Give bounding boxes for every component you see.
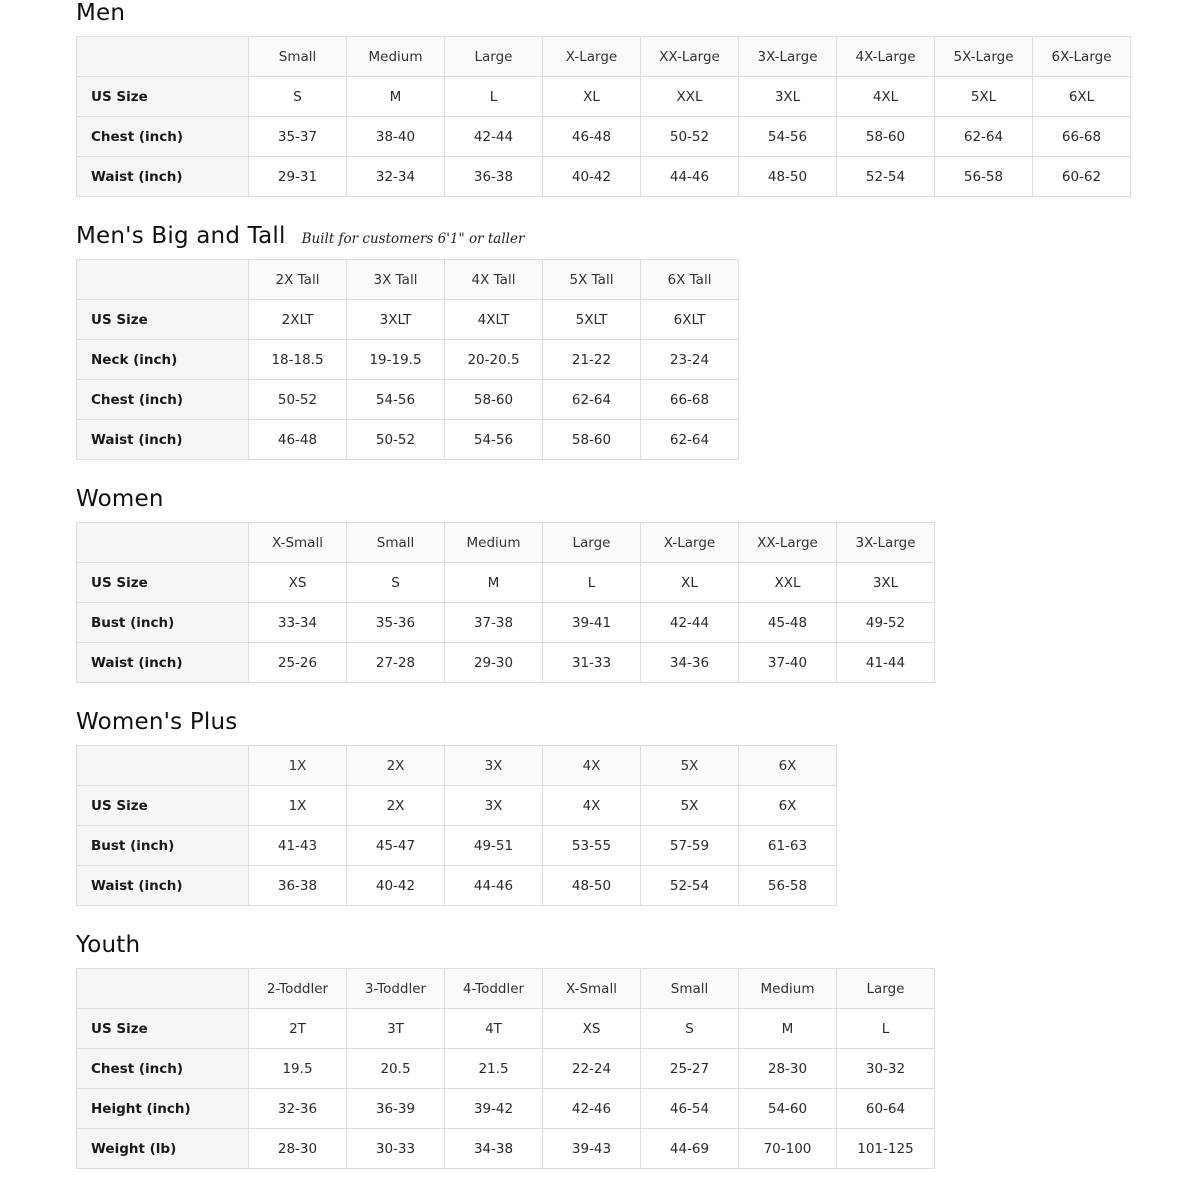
table-cell: L (837, 1009, 935, 1049)
column-header: 1X (249, 746, 347, 786)
table-cell: 4X (543, 786, 641, 826)
table-cell: 66-68 (1033, 117, 1131, 157)
table-cell: 30-32 (837, 1049, 935, 1089)
table-cell: 61-63 (739, 826, 837, 866)
section-header (0, 709, 1200, 735)
table-cell: 50-52 (641, 117, 739, 157)
table-cell: XS (249, 563, 347, 603)
table-cell: 54-56 (739, 117, 837, 157)
column-header: X-Large (543, 37, 641, 77)
table-row (77, 1049, 935, 1089)
table-cell: 66-68 (641, 380, 739, 420)
table-cell: XS (543, 1009, 641, 1049)
table-cell: S (347, 563, 445, 603)
column-header: X-Large (641, 523, 739, 563)
table-row (77, 157, 1131, 197)
table-cell: 18-18.5 (249, 340, 347, 380)
table-cell: 42-44 (445, 117, 543, 157)
row-header: Bust (inch) (77, 826, 249, 866)
table-cell: 28-30 (249, 1129, 347, 1169)
table-cell: 44-46 (641, 157, 739, 197)
row-header: Weight (lb) (77, 1129, 249, 1169)
size-table-men (76, 36, 1131, 197)
table-cell: 3T (347, 1009, 445, 1049)
column-header: 2X Tall (249, 260, 347, 300)
column-header: 3X Tall (347, 260, 445, 300)
table-cell: 41-43 (249, 826, 347, 866)
table-cell: 32-36 (249, 1089, 347, 1129)
table-cell: 54-60 (739, 1089, 837, 1129)
table-corner-cell (77, 746, 249, 786)
page-title: Women (76, 486, 164, 512)
table-cell: 2X (347, 786, 445, 826)
table-row (77, 380, 739, 420)
table-cell: 28-30 (739, 1049, 837, 1089)
column-header: 6X (739, 746, 837, 786)
table-cell: 46-54 (641, 1089, 739, 1129)
table-cell: 52-54 (837, 157, 935, 197)
table-cell: 36-38 (445, 157, 543, 197)
table-cell: 33-34 (249, 603, 347, 643)
table-cell: 60-64 (837, 1089, 935, 1129)
table-cell: 35-37 (249, 117, 347, 157)
section-header (0, 223, 1200, 249)
table-cell: M (739, 1009, 837, 1049)
table-cell: 29-31 (249, 157, 347, 197)
table-cell: 34-36 (641, 643, 739, 683)
table-cell: 54-56 (347, 380, 445, 420)
row-header: Waist (inch) (77, 866, 249, 906)
table-cell: 21-22 (543, 340, 641, 380)
table-cell: 27-28 (347, 643, 445, 683)
table-cell: 3XLT (347, 300, 445, 340)
row-header: Neck (inch) (77, 340, 249, 380)
table-cell: XL (641, 563, 739, 603)
table-cell: 58-60 (445, 380, 543, 420)
table-cell: 53-55 (543, 826, 641, 866)
table-row (77, 643, 935, 683)
table-cell: 39-41 (543, 603, 641, 643)
table-cell: 3X (445, 786, 543, 826)
table-cell: 2XLT (249, 300, 347, 340)
column-header: Medium (739, 969, 837, 1009)
table-cell: 2T (249, 1009, 347, 1049)
size-section-womens-plus (0, 709, 1200, 906)
table-row (77, 866, 837, 906)
column-header: 3-Toddler (347, 969, 445, 1009)
table-corner-cell (77, 37, 249, 77)
table-header-row (77, 37, 1131, 77)
table-cell: 37-40 (739, 643, 837, 683)
table-cell: 49-52 (837, 603, 935, 643)
column-header: Large (837, 969, 935, 1009)
table-cell: 31-33 (543, 643, 641, 683)
table-cell: 50-52 (249, 380, 347, 420)
table-cell: L (543, 563, 641, 603)
table-cell: 62-64 (641, 420, 739, 460)
table-cell: L (445, 77, 543, 117)
row-header: US Size (77, 563, 249, 603)
row-header: Waist (inch) (77, 420, 249, 460)
column-header: 3X-Large (739, 37, 837, 77)
table-cell: 101-125 (837, 1129, 935, 1169)
column-header: XX-Large (641, 37, 739, 77)
table-cell: XXL (641, 77, 739, 117)
table-cell: 22-24 (543, 1049, 641, 1089)
size-table-mens-big-and-tall (76, 259, 739, 460)
table-cell: 6XL (1033, 77, 1131, 117)
table-cell: 23-24 (641, 340, 739, 380)
row-header: US Size (77, 77, 249, 117)
table-cell: 5XL (935, 77, 1033, 117)
column-header: 3X-Large (837, 523, 935, 563)
table-cell: 4XLT (445, 300, 543, 340)
table-cell: 39-43 (543, 1129, 641, 1169)
table-cell: 48-50 (543, 866, 641, 906)
table-cell: 34-38 (445, 1129, 543, 1169)
table-cell: XL (543, 77, 641, 117)
table-row (77, 420, 739, 460)
table-cell: S (249, 77, 347, 117)
table-cell: 29-30 (445, 643, 543, 683)
table-cell: 25-26 (249, 643, 347, 683)
table-cell: 19.5 (249, 1049, 347, 1089)
table-row (77, 1089, 935, 1129)
table-cell: 44-69 (641, 1129, 739, 1169)
page-title: Women's Plus (76, 709, 238, 735)
table-cell: 32-34 (347, 157, 445, 197)
row-header: Chest (inch) (77, 380, 249, 420)
row-header: US Size (77, 300, 249, 340)
column-header: Large (445, 37, 543, 77)
table-cell: 56-58 (935, 157, 1033, 197)
table-cell: 56-58 (739, 866, 837, 906)
table-row (77, 786, 837, 826)
table-cell: 21.5 (445, 1049, 543, 1089)
table-corner-cell (77, 523, 249, 563)
column-header: Medium (445, 523, 543, 563)
table-cell: 42-46 (543, 1089, 641, 1129)
size-section-women (0, 486, 1200, 683)
row-header: US Size (77, 1009, 249, 1049)
column-header: Small (347, 523, 445, 563)
table-cell: 50-52 (347, 420, 445, 460)
table-cell: 62-64 (543, 380, 641, 420)
row-header: Chest (inch) (77, 117, 249, 157)
table-cell: 5X (641, 786, 739, 826)
table-cell: 20.5 (347, 1049, 445, 1089)
table-row (77, 77, 1131, 117)
table-cell: 57-59 (641, 826, 739, 866)
column-header: 4X Tall (445, 260, 543, 300)
column-header: Small (641, 969, 739, 1009)
table-cell: S (641, 1009, 739, 1049)
table-cell: 3XL (739, 77, 837, 117)
column-header: 5X Tall (543, 260, 641, 300)
table-cell: 6X (739, 786, 837, 826)
column-header: 6X-Large (1033, 37, 1131, 77)
table-row (77, 563, 935, 603)
table-cell: 4XL (837, 77, 935, 117)
column-header: X-Small (543, 969, 641, 1009)
table-cell: 44-46 (445, 866, 543, 906)
table-cell: M (445, 563, 543, 603)
column-header: 4X-Large (837, 37, 935, 77)
column-header: 6X Tall (641, 260, 739, 300)
size-section-youth (0, 932, 1200, 1169)
table-cell: 38-40 (347, 117, 445, 157)
column-header: 4-Toddler (445, 969, 543, 1009)
column-header: Large (543, 523, 641, 563)
table-cell: 40-42 (347, 866, 445, 906)
table-cell: 40-42 (543, 157, 641, 197)
table-row (77, 826, 837, 866)
table-cell: 30-33 (347, 1129, 445, 1169)
table-cell: 25-27 (641, 1049, 739, 1089)
table-header-row (77, 969, 935, 1009)
size-table-womens-plus (76, 745, 837, 906)
table-row (77, 603, 935, 643)
table-row (77, 117, 1131, 157)
table-cell: 5XLT (543, 300, 641, 340)
table-cell: 52-54 (641, 866, 739, 906)
size-table-youth (76, 968, 935, 1169)
table-header-row (77, 746, 837, 786)
table-cell: 62-64 (935, 117, 1033, 157)
column-header: 4X (543, 746, 641, 786)
table-cell: 4T (445, 1009, 543, 1049)
page-title: Men's Big and Tall (76, 223, 286, 249)
table-row (77, 1129, 935, 1169)
table-cell: 48-50 (739, 157, 837, 197)
table-row (77, 1009, 935, 1049)
column-header: XX-Large (739, 523, 837, 563)
column-header: 5X-Large (935, 37, 1033, 77)
page-title: Men (76, 0, 126, 26)
size-table-women (76, 522, 935, 683)
section-header (0, 486, 1200, 512)
page-title: Youth (76, 932, 141, 958)
column-header: Medium (347, 37, 445, 77)
table-cell: 45-48 (739, 603, 837, 643)
column-header: X-Small (249, 523, 347, 563)
column-header: 2-Toddler (249, 969, 347, 1009)
row-header: Height (inch) (77, 1089, 249, 1129)
table-cell: 60-62 (1033, 157, 1131, 197)
row-header: Waist (inch) (77, 643, 249, 683)
table-header-row (77, 260, 739, 300)
table-row (77, 300, 739, 340)
row-header: Waist (inch) (77, 157, 249, 197)
column-header: 3X (445, 746, 543, 786)
size-section-mens-big-and-tall (0, 223, 1200, 460)
table-cell: 46-48 (249, 420, 347, 460)
row-header: US Size (77, 786, 249, 826)
table-corner-cell (77, 969, 249, 1009)
table-cell: 36-39 (347, 1089, 445, 1129)
section-note: Built for customers 6'1" or taller (301, 231, 525, 247)
column-header: 5X (641, 746, 739, 786)
table-cell: XXL (739, 563, 837, 603)
table-cell: 58-60 (837, 117, 935, 157)
table-cell: 58-60 (543, 420, 641, 460)
table-cell: 3XL (837, 563, 935, 603)
table-cell: 6XLT (641, 300, 739, 340)
table-cell: 49-51 (445, 826, 543, 866)
table-cell: 45-47 (347, 826, 445, 866)
row-header: Bust (inch) (77, 603, 249, 643)
table-cell: 1X (249, 786, 347, 826)
table-cell: 70-100 (739, 1129, 837, 1169)
table-cell: 36-38 (249, 866, 347, 906)
table-corner-cell (77, 260, 249, 300)
table-cell: M (347, 77, 445, 117)
column-header: Small (249, 37, 347, 77)
section-header (0, 932, 1200, 958)
row-header: Chest (inch) (77, 1049, 249, 1089)
table-cell: 20-20.5 (445, 340, 543, 380)
table-cell: 42-44 (641, 603, 739, 643)
table-cell: 41-44 (837, 643, 935, 683)
column-header: 2X (347, 746, 445, 786)
table-header-row (77, 523, 935, 563)
table-row (77, 340, 739, 380)
table-cell: 39-42 (445, 1089, 543, 1129)
table-cell: 37-38 (445, 603, 543, 643)
table-cell: 46-48 (543, 117, 641, 157)
size-section-men (0, 0, 1200, 197)
table-cell: 19-19.5 (347, 340, 445, 380)
section-header (0, 0, 1200, 26)
table-cell: 35-36 (347, 603, 445, 643)
table-cell: 54-56 (445, 420, 543, 460)
